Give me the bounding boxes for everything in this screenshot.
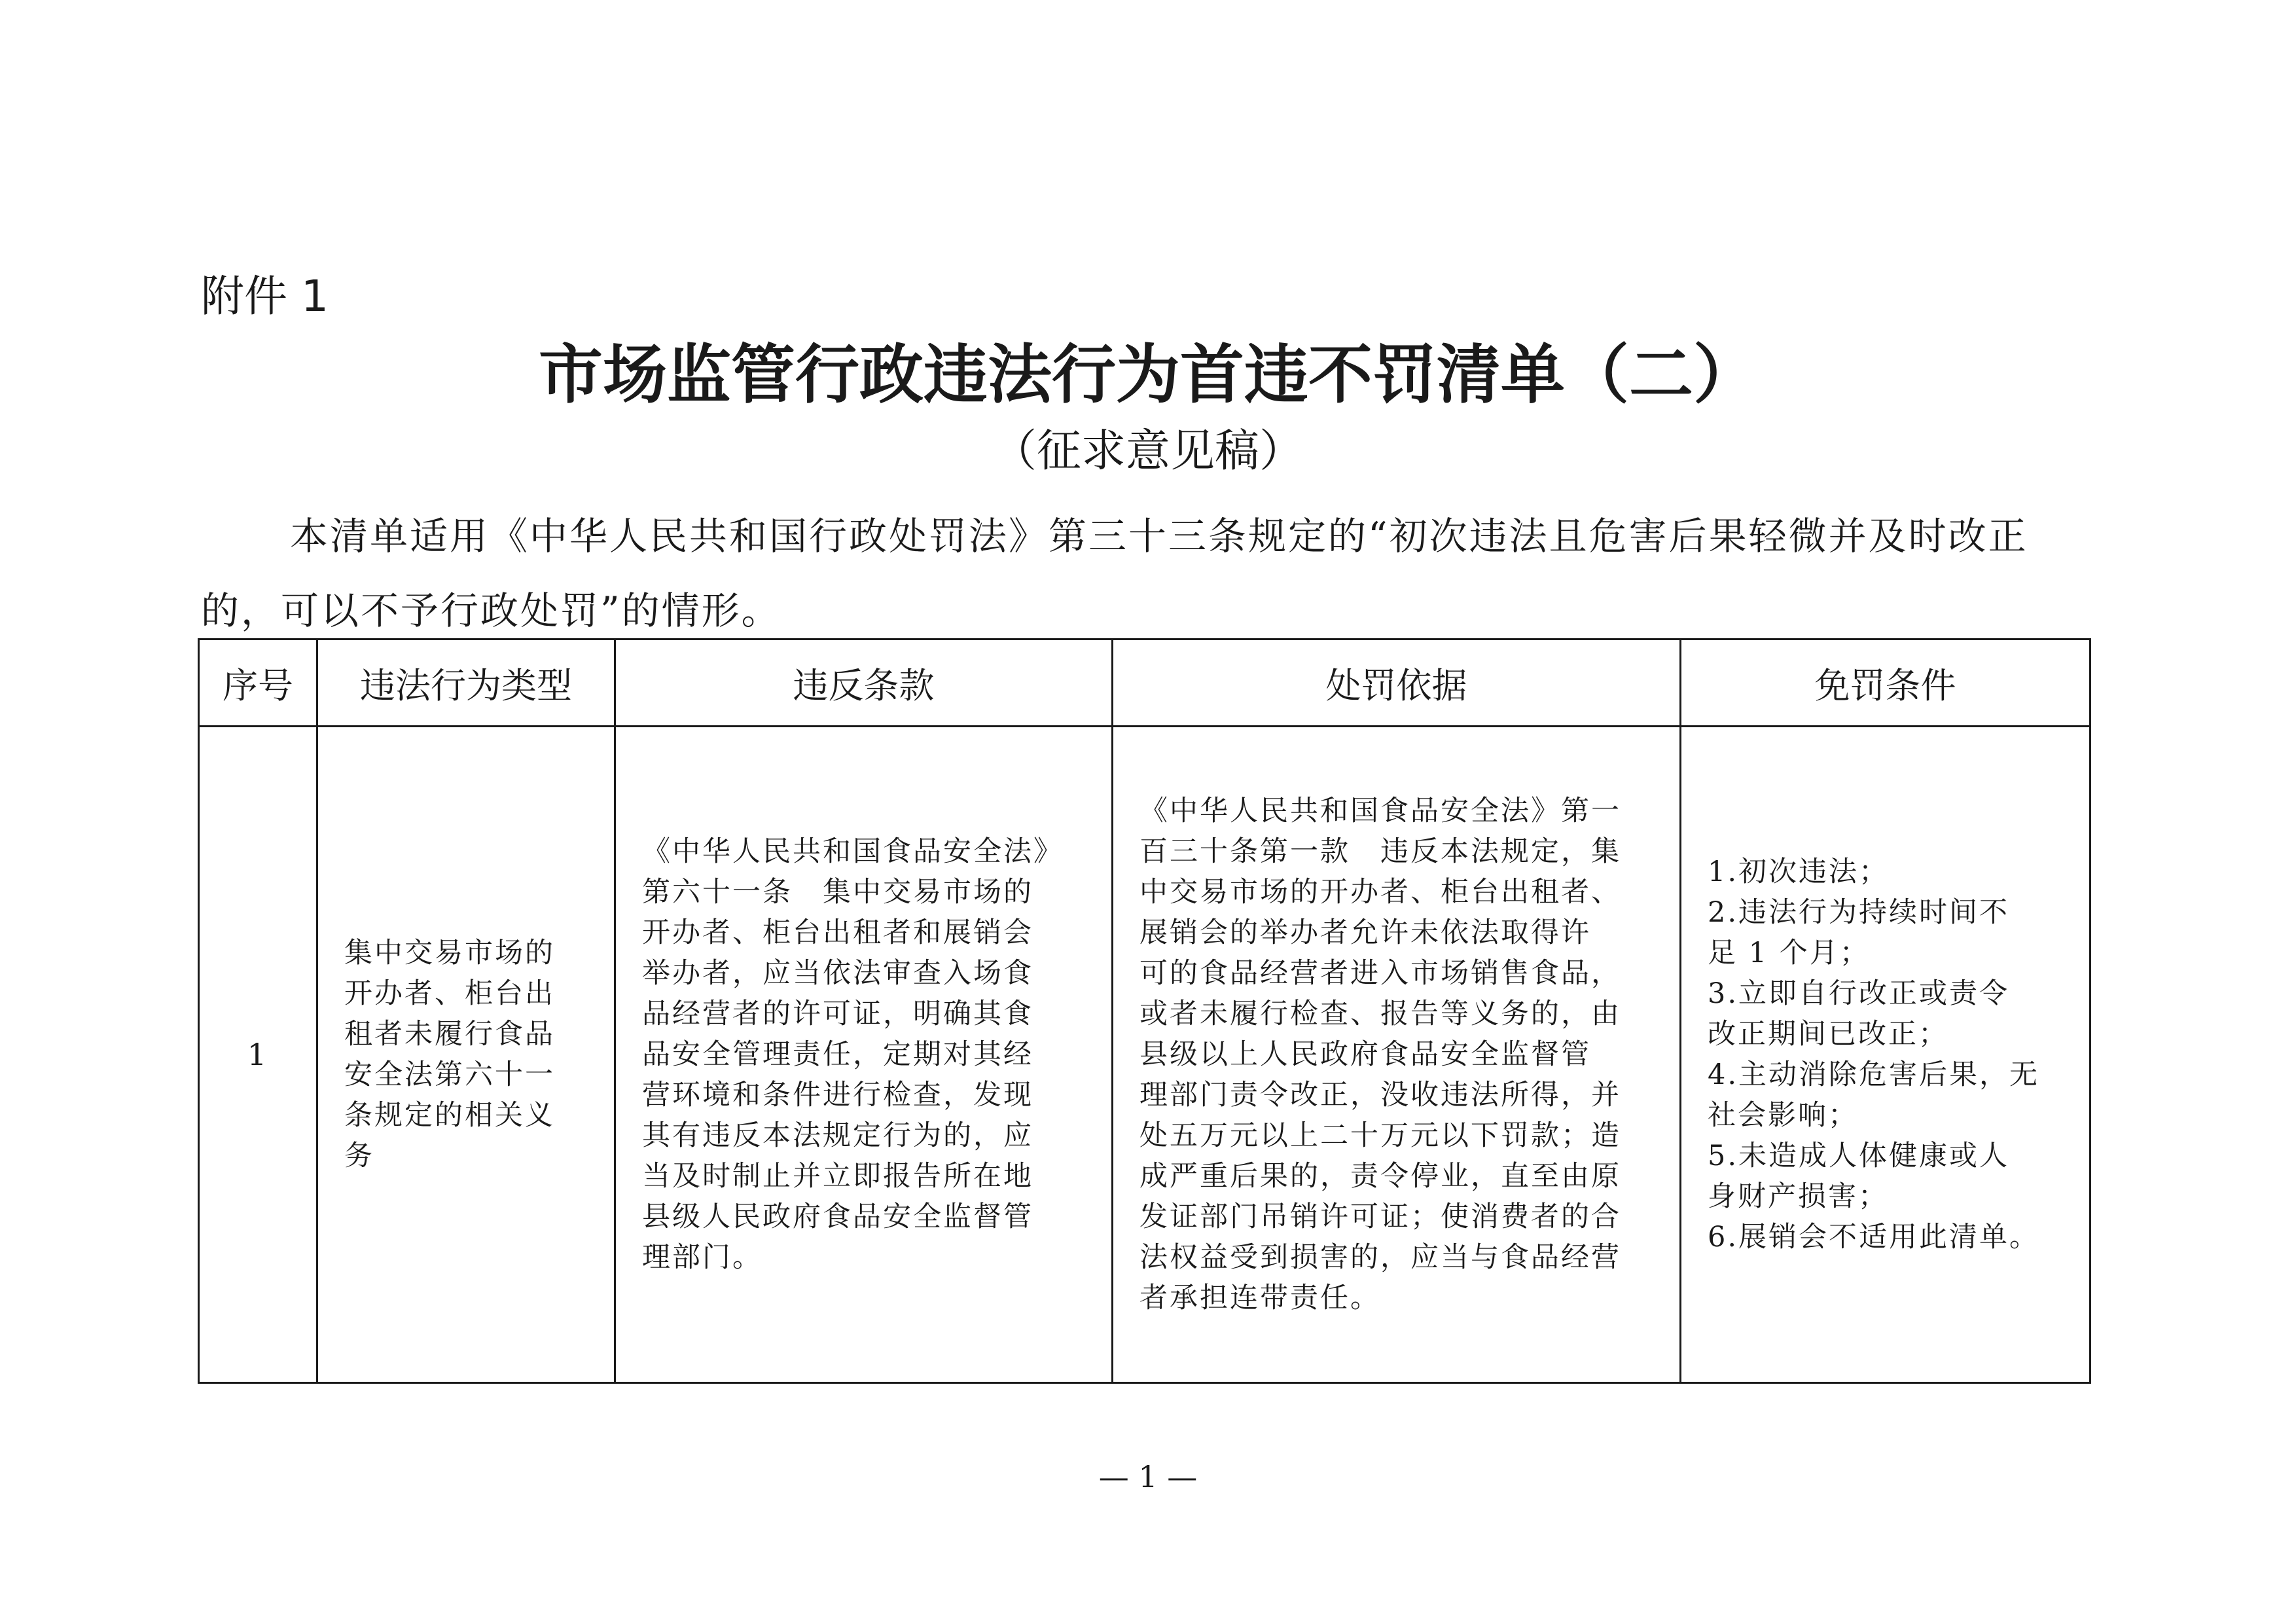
column-header-seq: 序号 xyxy=(199,640,317,727)
attachment-label: 附件 1 xyxy=(201,271,329,321)
cell-violated-clause-text: 《中华人民共和国食品安全法》 第六十一条 集中交易市场的 开办者、柜台出租者和展销会 举办者，应当依法审查入场食 品经营者的许可证，明确其食 品安全管理责任，定期对其经 营环境和条件进行检查，发现 其有违反本法规定行为的，应 当及时制止并立即报告所在地 县级人民政府食品安全监督管 理部门。 xyxy=(642,835,1064,1274)
table-row xyxy=(199,727,2090,1383)
intro-paragraph: 本清单适用《中华人民共和国行政处罚法》第三十三条规定的“初次违法且危害后果轻微并及时改正的，可以不予行政处罚”的情形。 xyxy=(201,514,2028,633)
document-title: 市场监管行政违法行为首违不罚清单（二） xyxy=(538,337,1757,412)
cell-violated-clause xyxy=(615,727,1113,1383)
column-header-penalty-basis: 处罚依据 xyxy=(1113,640,1681,727)
column-header-exemption-conditions: 免罚条件 xyxy=(1681,640,2090,727)
cell-violation-type xyxy=(317,727,615,1383)
cell-seq xyxy=(199,727,317,1383)
penalty-exemption-table xyxy=(198,638,2091,1384)
cell-exemption-conditions-text: 1.初次违法； 2.违法行为持续时间不 足 1 个月； 3.立即自行改正或责令 改正期间已改正； 4.主动消除危害后果，无 社会影响； 5.未造成人体健康或人 身财产损害； 6.展销会不适用此清单。 xyxy=(1708,856,2040,1254)
column-header-violated-clause: 违反条款 xyxy=(615,640,1113,727)
cell-penalty-basis xyxy=(1113,727,1681,1383)
cell-seq-text: 1 xyxy=(247,1037,269,1072)
cell-violation-type-text: 集中交易市场的 开办者、柜台出 租者未履行食品 安全法第六十一 条规定的相关义 务 xyxy=(344,937,555,1172)
table-header-row xyxy=(199,640,2090,727)
document-subtitle: （征求意见稿） xyxy=(992,425,1304,477)
column-header-violation-type: 违法行为类型 xyxy=(317,640,615,727)
cell-exemption-conditions xyxy=(1681,727,2090,1383)
page-number: — 1 — xyxy=(1098,1459,1198,1494)
cell-penalty-basis-text: 《中华人民共和国食品安全法》第一 百三十条第一款 违反本法规定，集 中交易市场的开办者、柜台出租者、 展销会的举办者允许未依法取得许 可的食品经营者进入市场销售食品， 或者未履行检查、报告等义务的，由 县级以上人民政府食品安全监督管 理部门责令改正，没收违法所得，并 处五万元以上二十万元以下罚款；造 成严重后果的，责令停业，直至由原 发证部门吊销许可证；使消费者的合 法权益受到损害的，应当与食品经营 者承担连带责任。 xyxy=(1139,795,1621,1314)
